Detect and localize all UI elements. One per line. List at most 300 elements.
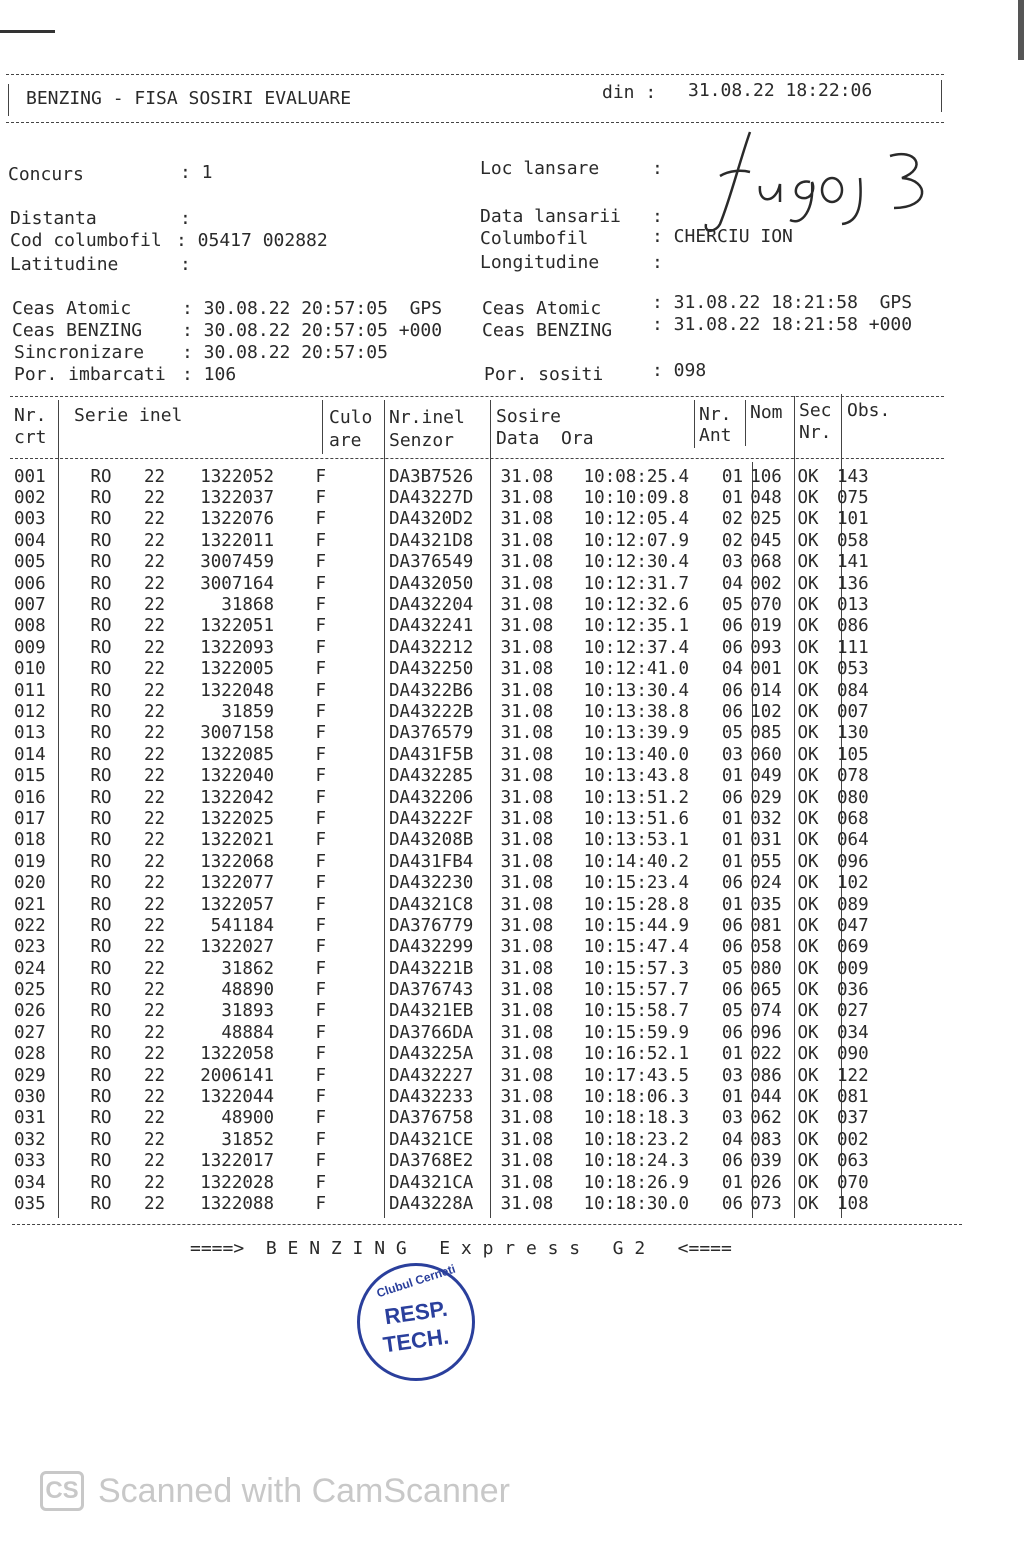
row-country: RO [90, 595, 112, 616]
row-ring-number: 1322076 [200, 509, 274, 530]
row-year: 22 [144, 488, 166, 509]
row-obs: 009 [837, 958, 869, 979]
row-ring-number: 1322005 [200, 659, 274, 680]
row-sensor: DA432299 [389, 937, 474, 958]
row-sex: F [315, 701, 326, 722]
row-country: RO [90, 937, 112, 958]
row-sensor: DA43227D [389, 488, 474, 509]
row-sex: F [315, 894, 326, 915]
row-country: RO [90, 573, 112, 594]
row-ring-number: 1322037 [200, 488, 274, 509]
row-year: 22 [144, 766, 166, 787]
row-time: 10:13:51.2 [583, 787, 689, 808]
row-obs: 027 [837, 1001, 869, 1022]
table-row [10, 1193, 883, 1214]
scan-edge-shadow [1018, 0, 1024, 60]
row-time: 10:15:57.7 [583, 980, 689, 1001]
row-sec: OK [797, 1001, 819, 1022]
row-obs: 063 [837, 1151, 869, 1172]
row-nr: 031 [14, 1108, 46, 1129]
row-color [332, 659, 386, 680]
row-time: 10:18:18.3 [583, 1108, 689, 1129]
row-sensor: DA376579 [389, 723, 474, 744]
row-sensor: DA43208B [389, 830, 474, 851]
row-time: 10:10:09.8 [583, 488, 689, 509]
row-country: RO [90, 530, 112, 551]
row-nr: 021 [14, 894, 46, 915]
row-sex: F [315, 808, 326, 829]
table-row [10, 1172, 883, 1193]
row-year: 22 [144, 851, 166, 872]
row-sex: F [315, 851, 326, 872]
row-sensor: DA4321D8 [389, 530, 474, 551]
row-sensor: DA432204 [389, 595, 474, 616]
row-ant: 01 [721, 830, 743, 851]
row-nom: 083 [750, 1129, 782, 1150]
row-color [332, 1065, 386, 1086]
row-year: 22 [144, 466, 166, 487]
row-sex: F [315, 958, 326, 979]
row-ring-number: 1322051 [200, 616, 274, 637]
row-time: 10:13:40.0 [583, 744, 689, 765]
row-obs: 105 [837, 744, 869, 765]
row-sec: OK [797, 1129, 819, 1150]
row-nr: 017 [14, 808, 46, 829]
row-obs: 078 [837, 766, 869, 787]
row-sex: F [315, 1193, 326, 1214]
row-obs: 122 [837, 1065, 869, 1086]
row-color [332, 1022, 386, 1043]
row-color [332, 1001, 386, 1022]
row-year: 22 [144, 980, 166, 1001]
row-ant: 01 [721, 1087, 743, 1108]
row-color [332, 1108, 386, 1129]
row-ring-number: 31893 [221, 1001, 274, 1022]
col-obs: Obs. [847, 400, 891, 421]
footer-benzing-express: ====> B E N Z I N G E x p r e s s G 2 <==== [190, 1238, 732, 1259]
row-date: 31.08 [500, 1065, 554, 1086]
ceas-benzing-end-label: Ceas BENZING [482, 320, 613, 341]
row-sec: OK [797, 573, 819, 594]
row-color [332, 872, 386, 893]
row-date: 31.08 [500, 1087, 554, 1108]
row-sec: OK [797, 1151, 819, 1172]
row-color [332, 1044, 386, 1065]
row-sec: OK [797, 1108, 819, 1129]
row-year: 22 [144, 1001, 166, 1022]
row-ring-number: 31852 [221, 1129, 274, 1150]
row-ring-number: 3007164 [200, 573, 274, 594]
row-year: 22 [144, 830, 166, 851]
row-nom: 058 [750, 937, 782, 958]
row-ant: 06 [721, 915, 743, 936]
row-nom: 049 [750, 766, 782, 787]
row-sex: F [315, 680, 326, 701]
table-row [10, 530, 883, 551]
data-lansarii-label: Data lansarii [480, 206, 621, 227]
row-sensor: DA3766DA [389, 1022, 474, 1043]
row-ant: 04 [721, 573, 743, 594]
table-row [10, 701, 883, 722]
row-nr: 008 [14, 616, 46, 637]
row-color [332, 680, 386, 701]
row-year: 22 [144, 680, 166, 701]
row-nom: 055 [750, 851, 782, 872]
row-year: 22 [144, 744, 166, 765]
row-date: 31.08 [500, 915, 554, 936]
row-time: 10:18:23.2 [583, 1129, 689, 1150]
row-country: RO [90, 980, 112, 1001]
row-nr: 006 [14, 573, 46, 594]
row-obs: 013 [837, 595, 869, 616]
row-ring-number: 31868 [221, 595, 274, 616]
row-country: RO [90, 744, 112, 765]
row-sec: OK [797, 1065, 819, 1086]
row-sensor: DA432241 [389, 616, 474, 637]
row-sex: F [315, 1001, 326, 1022]
row-obs: 102 [837, 873, 869, 894]
table-row [10, 830, 883, 851]
table-row [10, 937, 883, 958]
row-nr: 032 [14, 1129, 46, 1150]
row-obs: 068 [837, 808, 869, 829]
row-nom: 074 [750, 1001, 782, 1022]
row-ant: 02 [721, 509, 743, 530]
row-ring-number: 31859 [221, 701, 274, 722]
row-year: 22 [144, 1022, 166, 1043]
row-ring-number: 3007158 [200, 723, 274, 744]
row-time: 10:18:26.9 [583, 1172, 689, 1193]
table-row [10, 1108, 883, 1129]
ceas-benzing-label: Ceas BENZING [12, 320, 143, 341]
row-date: 31.08 [500, 701, 554, 722]
camscanner-logo-icon: CS [40, 1471, 84, 1511]
table-row [10, 808, 883, 829]
row-color [332, 552, 386, 573]
row-nr: 002 [14, 488, 46, 509]
row-year: 22 [144, 659, 166, 680]
row-sensor: DA431FB4 [389, 851, 474, 872]
row-nr: 035 [14, 1193, 46, 1214]
row-color [332, 937, 386, 958]
row-obs: 036 [837, 980, 869, 1001]
ceas-benzing-start: : 30.08.22 20:57:05 +000 [182, 320, 443, 341]
row-country: RO [90, 1001, 112, 1022]
row-nom: 035 [750, 894, 782, 915]
row-ant: 06 [721, 873, 743, 894]
row-sec: OK [797, 723, 819, 744]
row-nom: 045 [750, 530, 782, 551]
col-serie-inel: Serie inel [74, 405, 183, 426]
row-obs: 047 [837, 915, 869, 936]
row-color [332, 1193, 386, 1214]
row-obs: 069 [837, 937, 869, 958]
row-date: 31.08 [500, 958, 554, 979]
row-sex: F [315, 1172, 326, 1193]
row-color [332, 573, 386, 594]
row-sensor: DA43228A [389, 1193, 474, 1214]
row-obs: 053 [837, 659, 869, 680]
row-ant: 03 [721, 1108, 743, 1129]
table-row [10, 487, 883, 508]
row-time: 10:12:37.4 [583, 637, 689, 658]
row-country: RO [90, 851, 112, 872]
row-nom: 080 [750, 958, 782, 979]
row-nom: 039 [750, 1151, 782, 1172]
columbofil-label: Columbofil [480, 228, 589, 249]
row-country: RO [90, 808, 112, 829]
row-color [332, 1151, 386, 1172]
row-sensor: DA376549 [389, 552, 474, 573]
row-ant: 06 [721, 1151, 743, 1172]
row-year: 22 [144, 958, 166, 979]
table-row [10, 1151, 883, 1172]
row-nr: 018 [14, 830, 46, 851]
row-nr: 007 [14, 595, 46, 616]
row-nr: 012 [14, 701, 46, 722]
row-nr: 014 [14, 744, 46, 765]
row-nom: 022 [750, 1044, 782, 1065]
latitudine-value: : [180, 254, 191, 275]
row-time: 10:08:25.4 [583, 466, 689, 487]
row-sex: F [315, 530, 326, 551]
row-obs: 064 [837, 830, 869, 851]
row-country: RO [90, 616, 112, 637]
row-year: 22 [144, 894, 166, 915]
row-time: 10:12:30.4 [583, 552, 689, 573]
row-country: RO [90, 1129, 112, 1150]
row-sec: OK [797, 488, 819, 509]
row-time: 10:15:58.7 [583, 1001, 689, 1022]
row-sensor: DA432230 [389, 873, 474, 894]
row-obs: 080 [837, 787, 869, 808]
row-sex: F [315, 1022, 326, 1043]
table-row [10, 744, 883, 765]
table-row [10, 573, 883, 594]
row-sex: F [315, 616, 326, 637]
row-sex: F [315, 830, 326, 851]
row-obs: 084 [837, 680, 869, 701]
row-time: 10:12:41.0 [583, 659, 689, 680]
row-color [332, 765, 386, 786]
table-row [10, 1065, 883, 1086]
row-country: RO [90, 766, 112, 787]
row-nr: 029 [14, 1065, 46, 1086]
row-time: 10:16:52.1 [583, 1044, 689, 1065]
col-sosire-line2: Data Ora [496, 428, 594, 449]
row-ring-number: 1322068 [200, 851, 274, 872]
row-country: RO [90, 1151, 112, 1172]
longitudine-label: Longitudine [480, 252, 600, 273]
row-obs: 089 [837, 894, 869, 915]
row-nom: 048 [750, 488, 782, 509]
row-ant: 01 [721, 766, 743, 787]
col-nr-crt-line1: Nr. [14, 405, 47, 426]
row-time: 10:13:43.8 [583, 766, 689, 787]
row-ring-number: 1322057 [200, 894, 274, 915]
row-ant: 03 [721, 1065, 743, 1086]
row-nom: 096 [750, 1022, 782, 1043]
row-ring-number: 48890 [221, 980, 274, 1001]
row-year: 22 [144, 1044, 166, 1065]
row-sensor: DA4321EB [389, 1001, 474, 1022]
col-nr-crt-line2: crt [14, 427, 47, 448]
row-year: 22 [144, 1193, 166, 1214]
row-year: 22 [144, 1087, 166, 1108]
row-ant: 01 [721, 488, 743, 509]
table-row [10, 894, 883, 915]
row-obs: 037 [837, 1108, 869, 1129]
row-sex: F [315, 1065, 326, 1086]
row-date: 31.08 [500, 637, 554, 658]
row-year: 22 [144, 808, 166, 829]
row-ant: 05 [721, 958, 743, 979]
row-nr: 020 [14, 873, 46, 894]
row-ring-number: 1322085 [200, 744, 274, 765]
row-ring-number: 1322042 [200, 787, 274, 808]
row-time: 10:18:06.3 [583, 1087, 689, 1108]
row-date: 31.08 [500, 466, 554, 487]
row-ring-number: 31862 [221, 958, 274, 979]
col-sosire-line1: Sosire [496, 406, 562, 427]
row-time: 10:13:39.9 [583, 723, 689, 744]
row-country: RO [90, 1108, 112, 1129]
row-country: RO [90, 830, 112, 851]
row-sex: F [315, 980, 326, 1001]
row-sec: OK [797, 1172, 819, 1193]
table-row [10, 958, 883, 979]
table-header-top-border [10, 396, 944, 397]
row-ring-number: 541184 [210, 915, 274, 936]
row-color [332, 830, 386, 851]
row-country: RO [90, 1022, 112, 1043]
table-row [10, 659, 883, 680]
data-lansarii-value: : [652, 206, 663, 227]
arrivals-table [10, 466, 883, 1215]
row-nr: 030 [14, 1087, 46, 1108]
row-country: RO [90, 787, 112, 808]
row-ring-number: 2006141 [200, 1065, 274, 1086]
row-ant: 06 [721, 787, 743, 808]
row-sensor: DA432233 [389, 1087, 474, 1108]
row-ant: 01 [721, 851, 743, 872]
row-obs: 090 [837, 1044, 869, 1065]
row-ant: 06 [721, 937, 743, 958]
row-sensor: DA432050 [389, 573, 474, 594]
row-country: RO [90, 1065, 112, 1086]
row-country: RO [90, 701, 112, 722]
row-country: RO [90, 680, 112, 701]
row-date: 31.08 [500, 573, 554, 594]
table-row [10, 466, 883, 487]
table-header-bottom-border [10, 458, 944, 459]
row-sec: OK [797, 552, 819, 573]
row-nr: 022 [14, 915, 46, 936]
row-nom: 014 [750, 680, 782, 701]
row-ant: 04 [721, 659, 743, 680]
header-left-border [8, 84, 9, 116]
row-ring-number: 3007459 [200, 552, 274, 573]
row-ant: 01 [721, 894, 743, 915]
row-sec: OK [797, 766, 819, 787]
row-nr: 027 [14, 1022, 46, 1043]
row-year: 22 [144, 1129, 166, 1150]
col-culoare-line1: Culo [329, 407, 373, 428]
row-sex: F [315, 637, 326, 658]
row-ant: 06 [721, 637, 743, 658]
row-date: 31.08 [500, 552, 554, 573]
sincronizare-value: : 30.08.22 20:57:05 [182, 342, 388, 363]
row-ant: 06 [721, 616, 743, 637]
row-time: 10:13:30.4 [583, 680, 689, 701]
table-row [10, 680, 883, 701]
row-time: 10:15:59.9 [583, 1022, 689, 1043]
row-time: 10:13:53.1 [583, 830, 689, 851]
row-sex: F [315, 1108, 326, 1129]
table-row [10, 594, 883, 615]
row-year: 22 [144, 1172, 166, 1193]
row-nr: 004 [14, 530, 46, 551]
table-row [10, 1044, 883, 1065]
row-country: RO [90, 509, 112, 530]
row-ring-number: 1322040 [200, 766, 274, 787]
row-country: RO [90, 488, 112, 509]
row-nom: 044 [750, 1087, 782, 1108]
row-ring-number: 1322011 [200, 530, 274, 551]
row-ring-number: 1322052 [200, 466, 274, 487]
row-sex: F [315, 787, 326, 808]
row-time: 10:15:57.3 [583, 958, 689, 979]
row-color [332, 1086, 386, 1107]
row-date: 31.08 [500, 873, 554, 894]
table-row [10, 552, 883, 573]
row-ant: 05 [721, 595, 743, 616]
row-date: 31.08 [500, 488, 554, 509]
row-sensor: DA432250 [389, 659, 474, 680]
row-ring-number: 1322025 [200, 808, 274, 829]
row-color [332, 958, 386, 979]
row-nom: 001 [750, 659, 782, 680]
row-nom: 085 [750, 723, 782, 744]
row-country: RO [90, 1193, 112, 1214]
row-nr: 005 [14, 552, 46, 573]
row-time: 10:15:23.4 [583, 873, 689, 894]
ceas-atomic-label: Ceas Atomic [12, 298, 132, 319]
col-culoare-line2: are [329, 430, 362, 451]
table-row [10, 723, 883, 744]
row-year: 22 [144, 873, 166, 894]
row-year: 22 [144, 1065, 166, 1086]
row-sex: F [315, 1087, 326, 1108]
row-ring-number: 1322021 [200, 830, 274, 851]
row-ring-number: 1322048 [200, 680, 274, 701]
row-date: 31.08 [500, 766, 554, 787]
sep-serie-header [322, 400, 323, 454]
col-nr-inel-line1: Nr.inel [389, 407, 465, 428]
row-year: 22 [144, 1108, 166, 1129]
row-ant: 06 [721, 1193, 743, 1214]
row-nom: 032 [750, 808, 782, 829]
row-sensor: DA431F5B [389, 744, 474, 765]
row-date: 31.08 [500, 1151, 554, 1172]
table-row [10, 979, 883, 1000]
row-year: 22 [144, 637, 166, 658]
row-color [332, 594, 386, 615]
row-date: 31.08 [500, 1108, 554, 1129]
row-sec: OK [797, 1044, 819, 1065]
row-sec: OK [797, 830, 819, 851]
concurs-label: Concurs [8, 164, 84, 185]
